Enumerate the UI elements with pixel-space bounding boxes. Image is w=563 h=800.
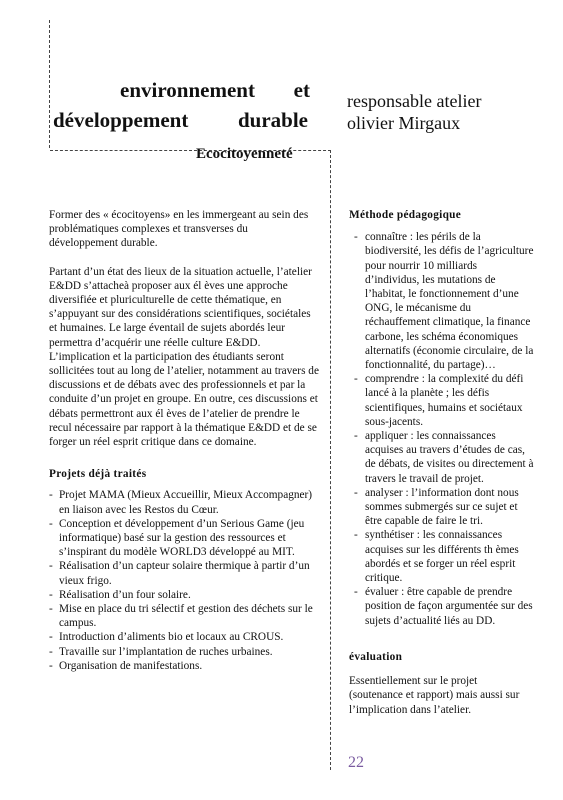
title-line-1: environnement et (120, 78, 310, 102)
list-item: - connaître : les périls de la biodiversité, les défis de l’agriculture pour nourrir 10 milliards d’individus, les mutations de l’habitat, le fonctionnement d’une ONG, le mécanisme du réchauffement climatique, la finance carbone, les schéma économiques alternatifs (économie circulaire, de la fonctionnalité, du partage)… (349, 230, 534, 372)
list-item: - Projet MAMA (Mieux Accueillir, Mieux Accompagner) en liaison avec les Restos du Cœur. (49, 488, 319, 516)
intro-paragraph: Former des « écocitoyens» en les immergeant au sein des problématiques complexes et transverses du développement durable. (49, 209, 309, 250)
evaluation-text: Essentiellement sur le projet (soutenance et rapport) mais aussi sur l’implication dans l’atelier. (349, 675, 520, 716)
left-divider (49, 20, 50, 148)
evaluation-heading: évaluation (349, 650, 403, 663)
list-item: - Travaille sur l’implantation de ruches urbaines. (49, 645, 319, 659)
list-item: - synthétiser : les connaissances acquises sur les différents th èmes abordés et se forger un réel esprit critique. (349, 528, 534, 585)
responsable-name: olivier Mirgaux (347, 113, 461, 133)
right-column (349, 208, 534, 717)
list-item: - Introduction d’aliments bio et locaux au CROUS. (49, 630, 319, 644)
list-item: - appliquer : les connaissances acquises au travers d’études de cas, de débats, de visites ou directement à travers le travail de projet. (349, 429, 534, 486)
list-item: - évaluer : être capable de prendre position de façon argumentée sur des sujets d’actualité liés au DD. (349, 585, 534, 628)
list-item: - Réalisation d’un capteur solaire thermique à partir d’un vieux frigo. (49, 559, 319, 587)
left-column (49, 208, 319, 673)
subtitle: Ecocitoyenneté (196, 146, 293, 162)
list-item: - comprendre : la complexité du défi lancé à la planète ; les défis scientifiques, humains et sociétaux sous-jacents. (349, 372, 534, 429)
responsable-label: responsable atelier (347, 91, 482, 111)
projects-list (49, 488, 319, 673)
list-item: - Mise en place du tri sélectif et gestion des déchets sur le campus. (49, 602, 319, 630)
title-line-2: développement durable (53, 108, 308, 132)
projects-heading: Projets déjà traités (49, 468, 147, 481)
column-divider (330, 150, 331, 770)
list-item: - Conception et développement d’un Serious Game (jeu informatique) basé sur la gestion des ressources et s’inspirant du modèle WORLD3 développé au MIT. (49, 517, 319, 560)
page-number: 22 (348, 754, 364, 771)
list-item: - analyser : l’information dont nous sommes submergés sur ce sujet et être capable de faire le tri. (349, 486, 534, 529)
list-item: - Réalisation d’un four solaire. (49, 588, 319, 602)
responsable-block (347, 90, 481, 134)
list-item: - Organisation de manifestations. (49, 659, 319, 673)
method-heading: Méthode pédagogique (349, 209, 462, 221)
body-paragraph: Partant d’un état des lieux de la situation actuelle, l’atelier E&DD s’attacheà proposer aux él èves une approche diversifiée et pluriculturelle de cette thématique, en s’appuyant sur des considérations scientifiques, sociétales et humaines. Le large éventail de sujets abordés leur permettra d’acquérir une réelle culture E&DD. L’implication et la participation des étudiants seront sollicitées tout au long de l’atelier, notamment au travers de discussions et de débats avec des professionnels et par la conduite d’un projet en groupe. En outre, ces discussions et débats permettront aux él èves de l’atelier de prendre le recul nécessaire par rapport à la thématique E&DD et de se forger un réel esprit critique dans ce domaine. (49, 265, 319, 449)
methods-list (349, 230, 534, 628)
